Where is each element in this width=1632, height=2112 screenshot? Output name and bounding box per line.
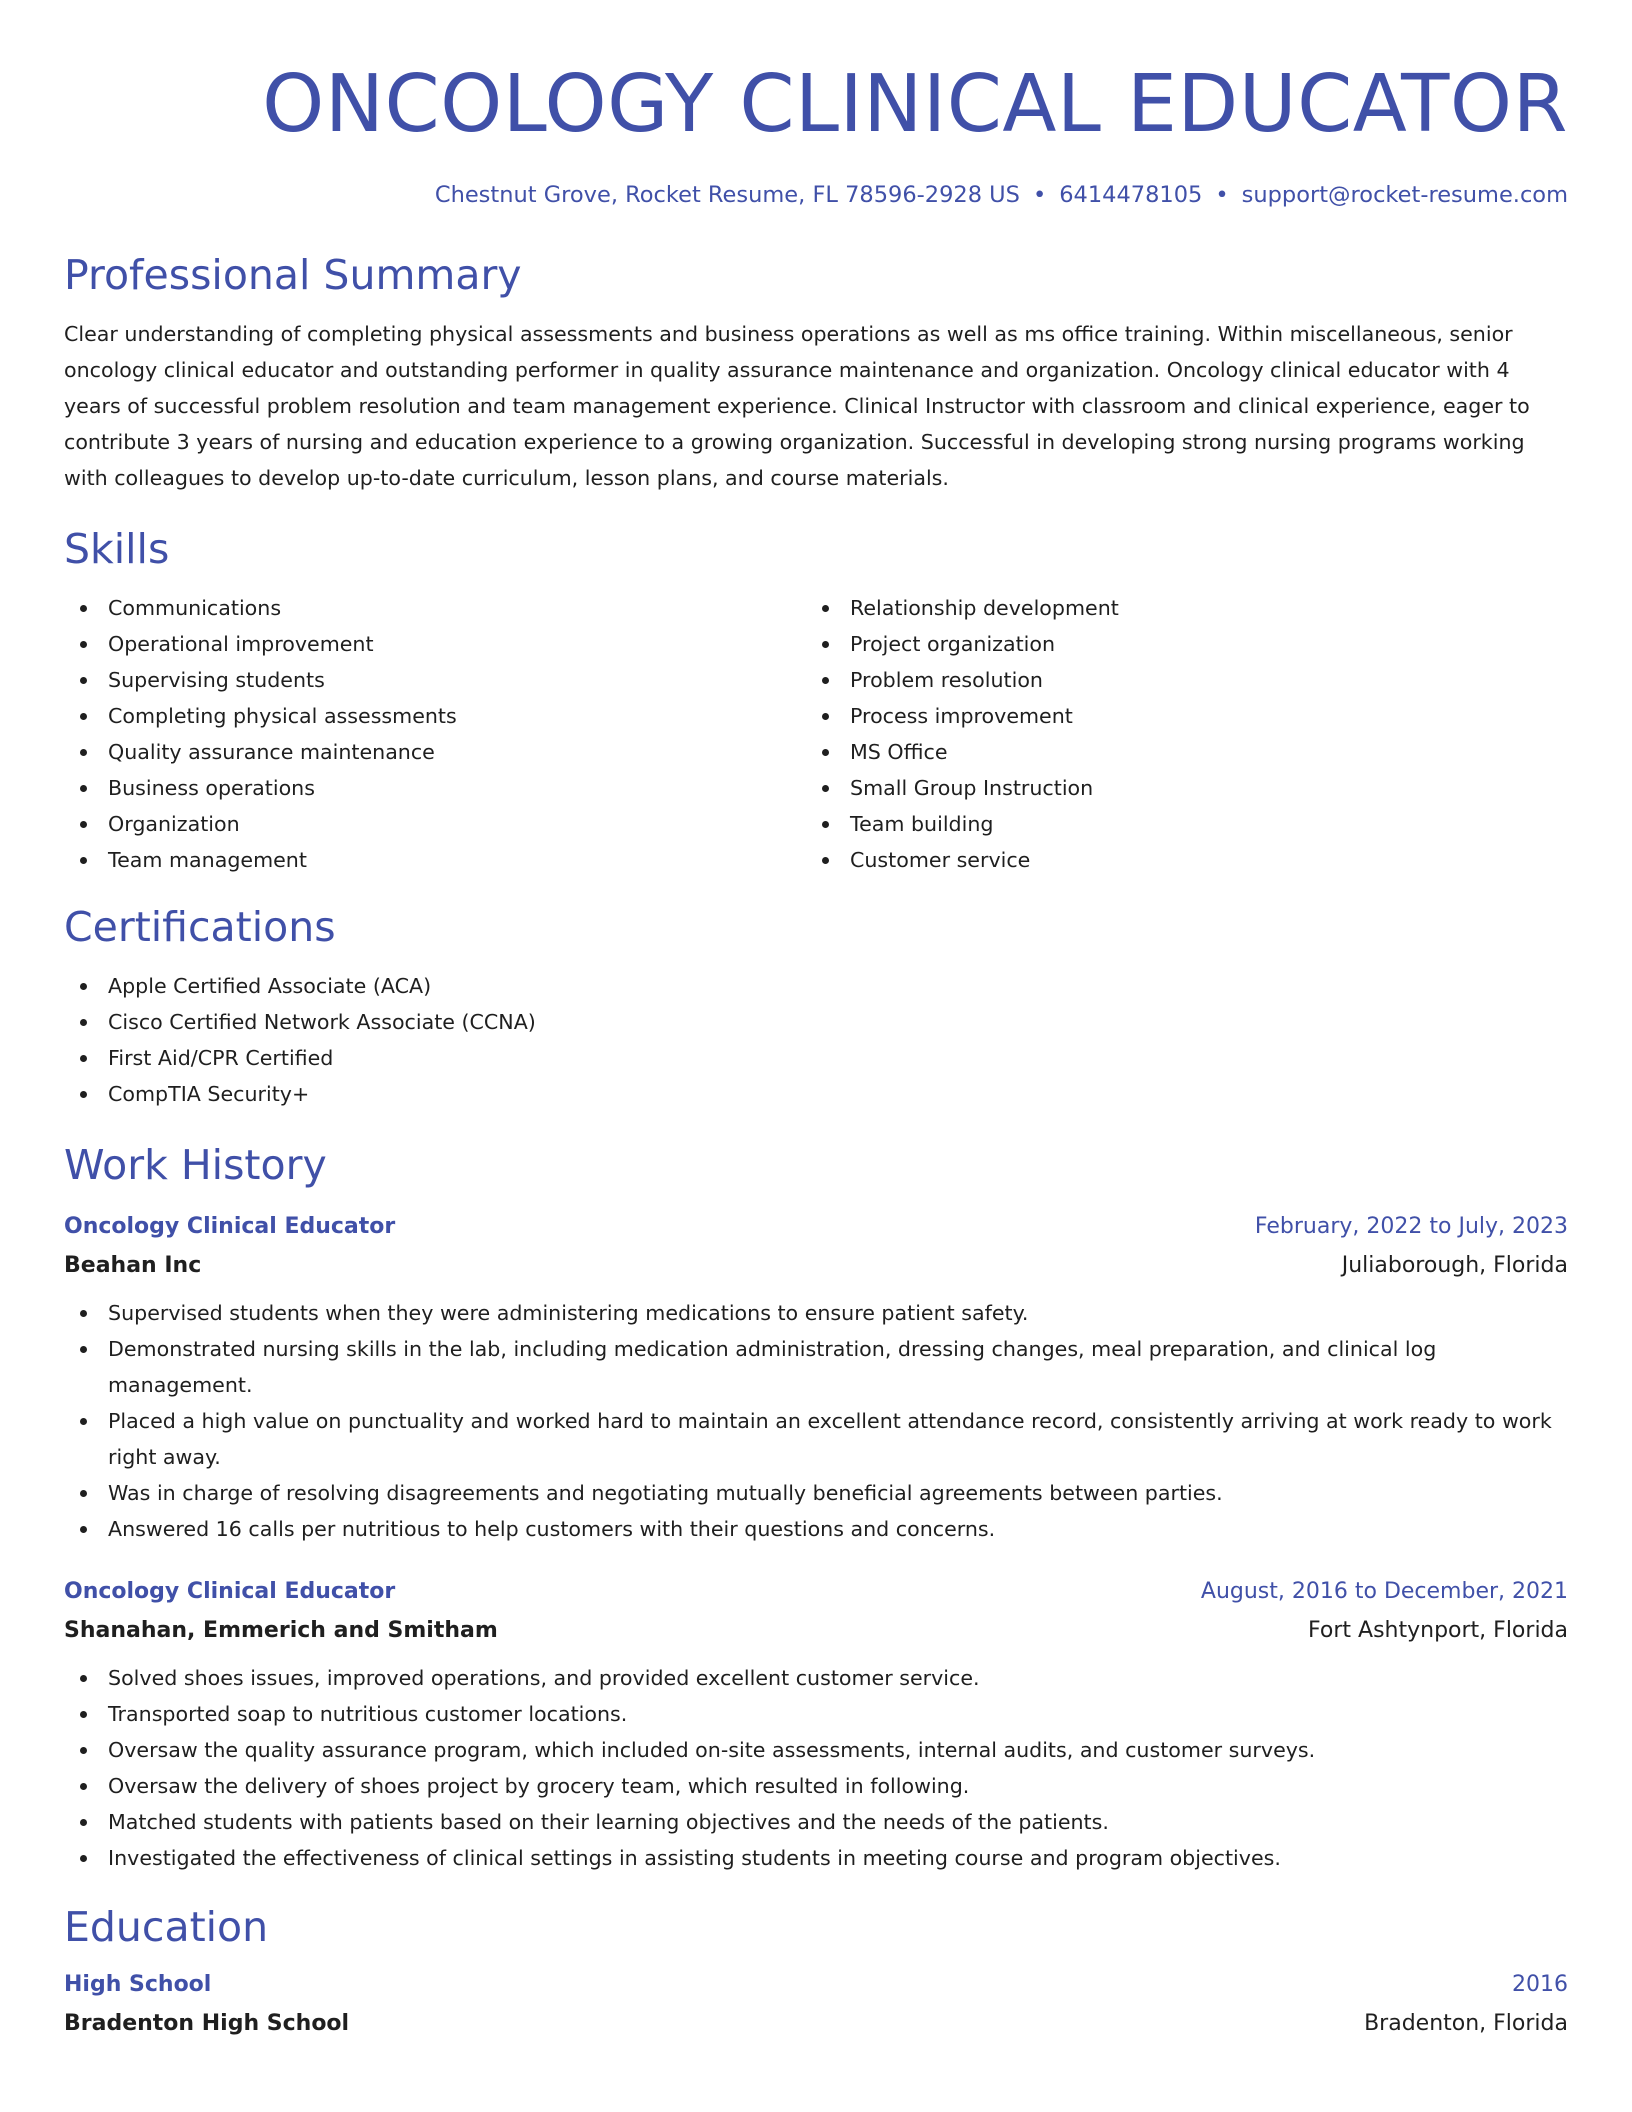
job-company: Beahan Inc xyxy=(64,1253,202,1278)
education-location: Bradenton, Florida xyxy=(1364,2011,1568,2036)
skills-column-left xyxy=(64,590,806,878)
job-duty: Demonstrated nursing skills in the lab, including medication administration, dressing changes, meal preparation, and clinical log management. xyxy=(64,1331,1568,1403)
job-title: Oncology Clinical Educator xyxy=(64,1214,396,1239)
job-entry xyxy=(64,1577,1568,1876)
skill-item: Business operations xyxy=(64,770,806,806)
job-header xyxy=(64,1577,1568,1607)
skill-item: Communications xyxy=(64,590,806,626)
skills-heading: Skills xyxy=(64,525,170,573)
skill-item: Problem resolution xyxy=(806,662,1548,698)
education-year: 2016 xyxy=(1512,1972,1568,1997)
resume-name: ONCOLOGY CLINICAL EDUCATOR xyxy=(262,58,1568,150)
job-dates: February, 2022 to July, 2023 xyxy=(1254,1214,1568,1239)
certification-item: First Aid/CPR Certified xyxy=(64,1040,1568,1076)
job-company: Shanahan, Emmerich and Smitham xyxy=(64,1618,498,1643)
contact-email[interactable]: support@rocket-resume.com xyxy=(1241,182,1568,208)
education-entry xyxy=(64,1970,1568,2039)
skill-item: Organization xyxy=(64,806,806,842)
job-duties xyxy=(64,1660,1568,1876)
skill-item: Operational improvement xyxy=(64,626,806,662)
certification-item: Cisco Certified Network Associate (CCNA) xyxy=(64,1004,1568,1040)
job-duty: Was in charge of resolving disagreements and negotiating mutually beneficial agreements between parties. xyxy=(64,1475,1568,1511)
job-location: Juliaborough, Florida xyxy=(1341,1253,1568,1278)
certifications-heading: Certifications xyxy=(64,903,336,951)
work-history-heading: Work History xyxy=(64,1141,327,1189)
education-header xyxy=(64,1970,1568,2000)
skills-column-right xyxy=(806,590,1548,878)
skill-item: Customer service xyxy=(806,842,1548,878)
job-duty: Solved shoes issues, improved operations, and provided excellent customer service. xyxy=(64,1660,1568,1696)
education-school: Bradenton High School xyxy=(64,2011,350,2036)
job-duty: Transported soap to nutritious customer locations. xyxy=(64,1696,1568,1732)
skill-item: Process improvement xyxy=(806,698,1548,734)
skill-item: MS Office xyxy=(806,734,1548,770)
certifications-list xyxy=(64,968,1568,1112)
job-entry xyxy=(64,1212,1568,1547)
skills-grid xyxy=(64,590,1568,878)
skill-item: Team management xyxy=(64,842,806,878)
skill-item: Quality assurance maintenance xyxy=(64,734,806,770)
skill-item: Relationship development xyxy=(806,590,1548,626)
contact-line xyxy=(64,180,1568,210)
summary-heading: Professional Summary xyxy=(64,251,522,299)
job-subheader xyxy=(64,1251,1568,1281)
job-duties xyxy=(64,1295,1568,1547)
contact-separator: • xyxy=(1032,182,1047,208)
certification-item: CompTIA Security+ xyxy=(64,1076,1568,1112)
job-location: Fort Ashtynport, Florida xyxy=(1308,1618,1568,1643)
education-subheader xyxy=(64,2009,1568,2039)
skill-item: Project organization xyxy=(806,626,1548,662)
contact-address: Chestnut Grove, Rocket Resume, FL 78596-2928 US xyxy=(434,182,1020,208)
job-duty: Placed a high value on punctuality and worked hard to maintain an excellent attendance record, consistently arriving at work ready to work right away. xyxy=(64,1403,1568,1475)
job-title: Oncology Clinical Educator xyxy=(64,1579,396,1604)
job-header xyxy=(64,1212,1568,1242)
job-duty: Matched students with patients based on their learning objectives and the needs of the patients. xyxy=(64,1804,1568,1840)
contact-separator: • xyxy=(1215,182,1229,208)
job-duty: Oversaw the delivery of shoes project by grocery team, which resulted in following. xyxy=(64,1768,1568,1804)
summary-text: Clear understanding of completing physical assessments and business operations as well as ms office training. Within miscellaneous, senior oncology clinical educator and outstanding performer in quality assurance maintenance and organization. Oncology clinical educator with 4 years of successful problem resolution and team management experience. Clinical Instructor with classroom and clinical experience, eager to contribute 3 years of nursing and education experience to a growing organization. Successful in developing strong nursing programs working with colleagues to develop up-to-date curriculum, lesson plans, and course materials. xyxy=(64,322,1530,490)
job-duty: Oversaw the quality assurance program, which included on-site assessments, internal audits, and customer surveys. xyxy=(64,1732,1568,1768)
education-heading: Education xyxy=(64,1903,269,1951)
job-subheader xyxy=(64,1616,1568,1646)
job-duty: Answered 16 calls per nutritious to help customers with their questions and concerns. xyxy=(64,1511,1568,1547)
job-duty: Investigated the effectiveness of clinical settings in assisting students in meeting course and program objectives. xyxy=(64,1840,1568,1876)
job-dates: August, 2016 to December, 2021 xyxy=(1200,1579,1568,1604)
skill-item: Completing physical assessments xyxy=(64,698,806,734)
certification-item: Apple Certified Associate (ACA) xyxy=(64,968,1568,1004)
contact-phone: 6414478105 xyxy=(1059,182,1203,208)
skill-item: Supervising students xyxy=(64,662,806,698)
education-degree: High School xyxy=(64,1972,212,1997)
skill-item: Small Group Instruction xyxy=(806,770,1548,806)
job-duty: Supervised students when they were administering medications to ensure patient safety. xyxy=(64,1295,1568,1331)
skill-item: Team building xyxy=(806,806,1548,842)
